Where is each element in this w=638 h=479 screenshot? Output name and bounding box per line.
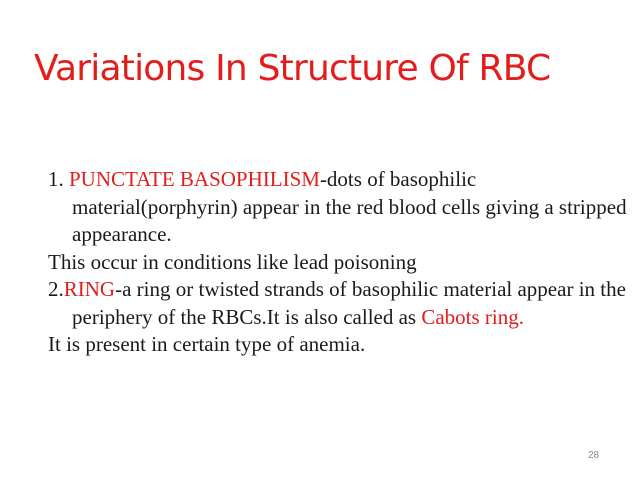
item-description: -dots of basophilic material(porphyrin) appear in the red blood cells giving a stripped appearance. xyxy=(72,167,627,246)
keyword-ring: RING xyxy=(63,277,116,301)
list-item-punctate-basophilism xyxy=(48,166,628,249)
note-anemia: It is present in certain type of anemia. xyxy=(48,332,366,356)
item-number: 1. xyxy=(48,167,69,191)
slide-body xyxy=(48,166,628,359)
item-description: -a ring or twisted strands of basophilic material appear in the periphery of the RBCs.It is also called as xyxy=(72,277,626,329)
keyword-cabots-ring: Cabots ring. xyxy=(421,304,525,329)
slide-title: Variations In Structure Of RBC xyxy=(34,48,551,89)
list-item-ring xyxy=(48,276,628,331)
note-lead-poisoning: This occur in conditions like lead poisoning xyxy=(48,249,417,274)
page-number: 28 xyxy=(588,450,600,461)
item-number: 2. xyxy=(48,277,64,301)
keyword-punctate-basophilism: PUNCTATE BASOPHILISM xyxy=(69,167,320,191)
